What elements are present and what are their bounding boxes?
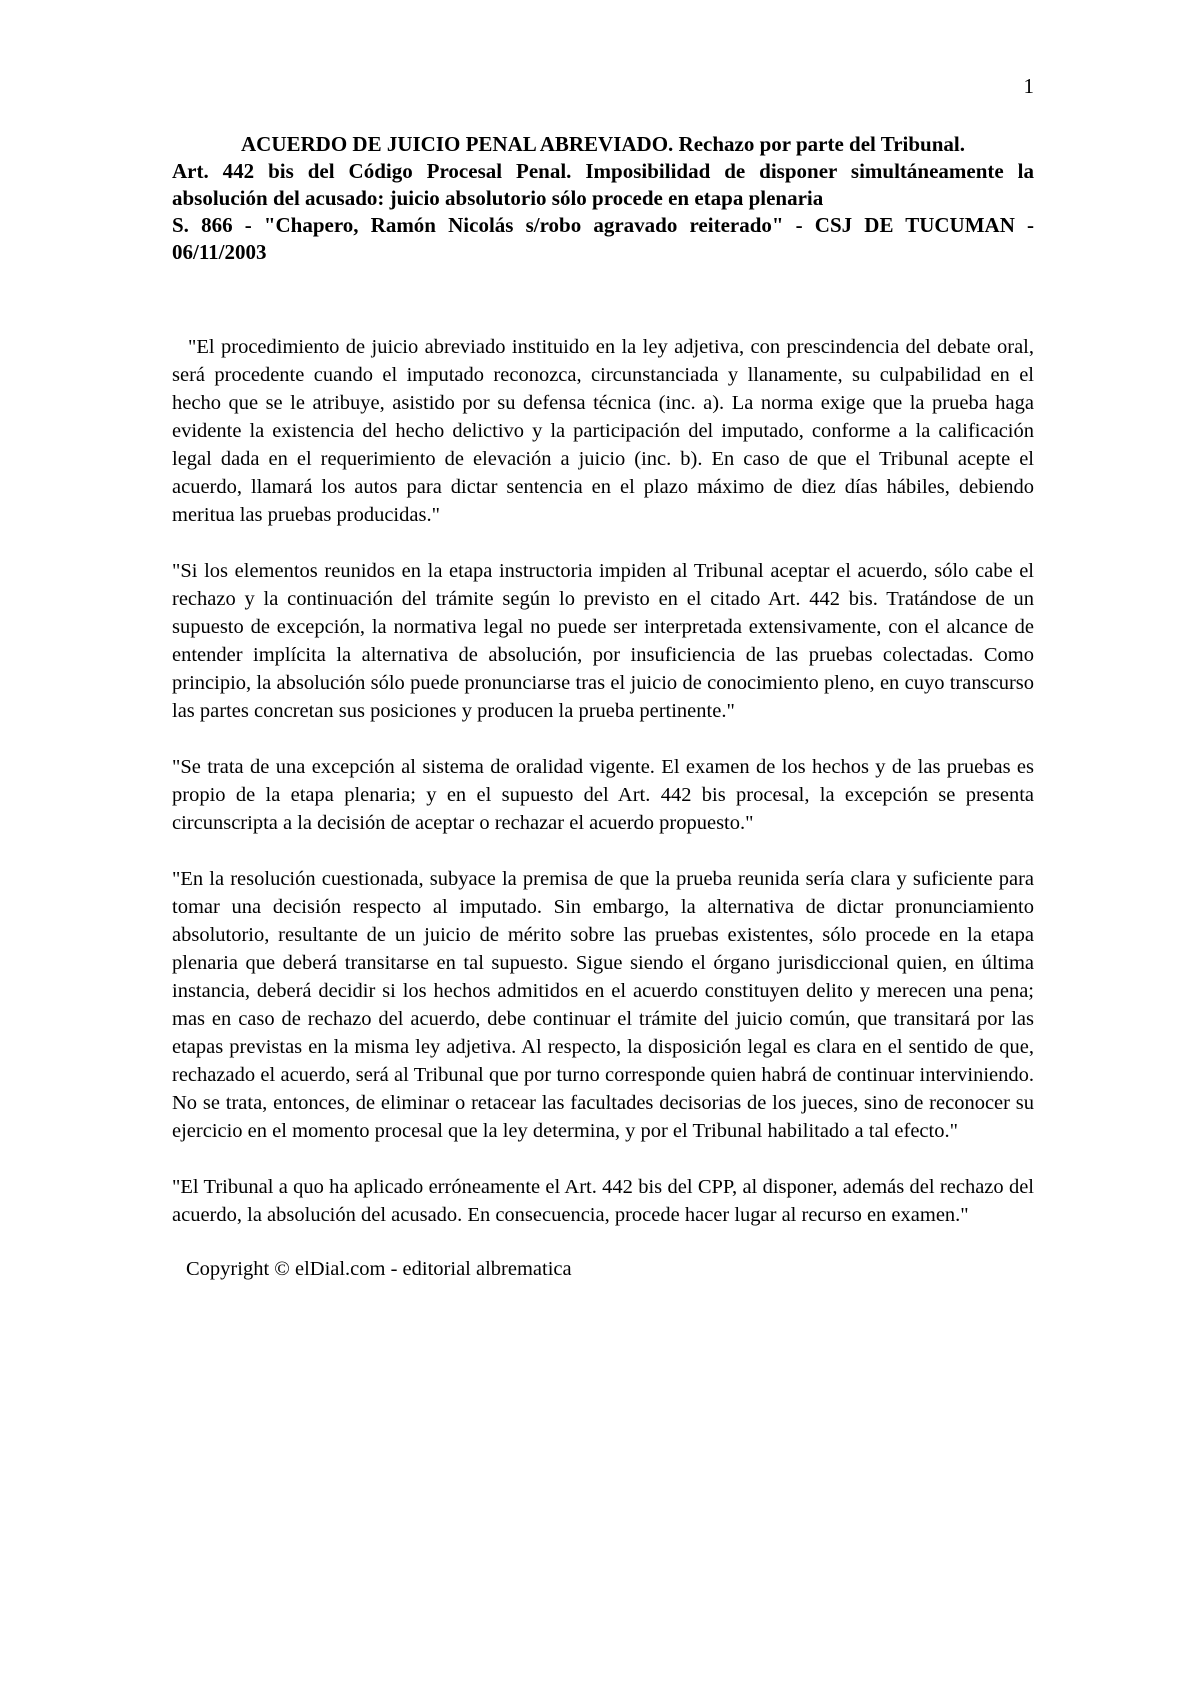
document-heading bbox=[172, 131, 1034, 212]
heading-first-line: ACUERDO DE JUICIO PENAL ABREVIADO. Rechazo por parte del Tribunal. bbox=[241, 132, 965, 156]
copyright-notice: Copyright © elDial.com - editorial albrematica bbox=[186, 1258, 572, 1280]
page-number: 1 bbox=[1023, 74, 1034, 98]
paragraph-2: "Si los elementos reunidos en la etapa instructoria impiden al Tribunal aceptar el acuerdo, sólo cabe el rechazo y la continuación del trámite según lo previsto en el citado Art. 442 bis. Tratándose de un supuesto de excepción, la normativa legal no puede ser interpretada extensivamente, con el alcance de entender implícita la alternativa de absolución, por insuficiencia de las pruebas colectadas. Como principio, la absolución sólo puede pronunciarse tras el juicio de conocimiento pleno, en cuyo transcurso las partes concretan sus posiciones y producen la prueba pertinente." bbox=[172, 560, 1034, 722]
quoted-paragraphs bbox=[172, 333, 1034, 1229]
paragraph-5: "El Tribunal a quo ha aplicado erróneamente el Art. 442 bis del CPP, al disponer, además del rechazo del acuerdo, la absolución del acusado. En consecuencia, procede hacer lugar al recurso en examen." bbox=[172, 1176, 1034, 1226]
paragraph-1: "El procedimiento de juicio abreviado instituido en la ley adjetiva, con prescindencia del debate oral, será procedente cuando el imputado reconozca, circunstanciada y llanamente, su culpabilidad en el hecho que se le atribuye, asistido por su defensa técnica (inc. a). La norma exige que la prueba haga evidente la existencia del hecho delictivo y la participación del imputado, conforme a la calificación legal dada en el requerimiento de elevación a juicio (inc. b). En caso de que el Tribunal acepte el acuerdo, llamará los autos para dictar sentencia en el plazo máximo de diez días hábiles, debiendo meritua las pruebas producidas." bbox=[172, 336, 1034, 526]
paragraph-3: "Se trata de una excepción al sistema de oralidad vigente. El examen de los hechos y de las pruebas es propio de la etapa plenaria; y en el supuesto del Art. 442 bis procesal, la excepción se presenta circunscripta a la decisión de aceptar o rechazar el acuerdo propuesto." bbox=[172, 756, 1034, 834]
case-citation: S. 866 - "Chapero, Ramón Nicolás s/robo agravado reiterado" - CSJ DE TUCUMAN - 06/11/2003 bbox=[172, 213, 1034, 264]
document-body bbox=[172, 131, 1034, 1283]
heading-rest: Art. 442 bis del Código Procesal Penal. Imposibilidad de disponer simultáneamente la absolución del acusado: juicio absolutorio sólo procede en etapa plenaria bbox=[172, 159, 1034, 210]
paragraph-4: "En la resolución cuestionada, subyace la premisa de que la prueba reunida sería clara y suficiente para tomar una decisión respecto al imputado. Sin embargo, la alternativa de dictar pronunciamiento absolutorio, resultante de un juicio de mérito sobre las pruebas existentes, sólo procede en la etapa plenaria que deberá transitarse en tal supuesto. Sigue siendo el órgano jurisdiccional quien, en última instancia, deberá decidir si los hechos admitidos en el acuerdo constituyen delito y merecen una pena; mas en caso de rechazo del acuerdo, debe continuar el trámite del juicio común, que transitará por las etapas previstas en la misma ley adjetiva. Al respecto, la disposición legal es clara en el sentido de que, rechazado el acuerdo, será al Tribunal que por turno corresponde quien habrá de continuar interviniendo. No se trata, entonces, de eliminar o retacear las facultades decisorias de los jueces, sino de reconocer su ejercicio en el momento procesal que la ley determina, y por el Tribunal habilitado a tal efecto." bbox=[172, 868, 1034, 1142]
